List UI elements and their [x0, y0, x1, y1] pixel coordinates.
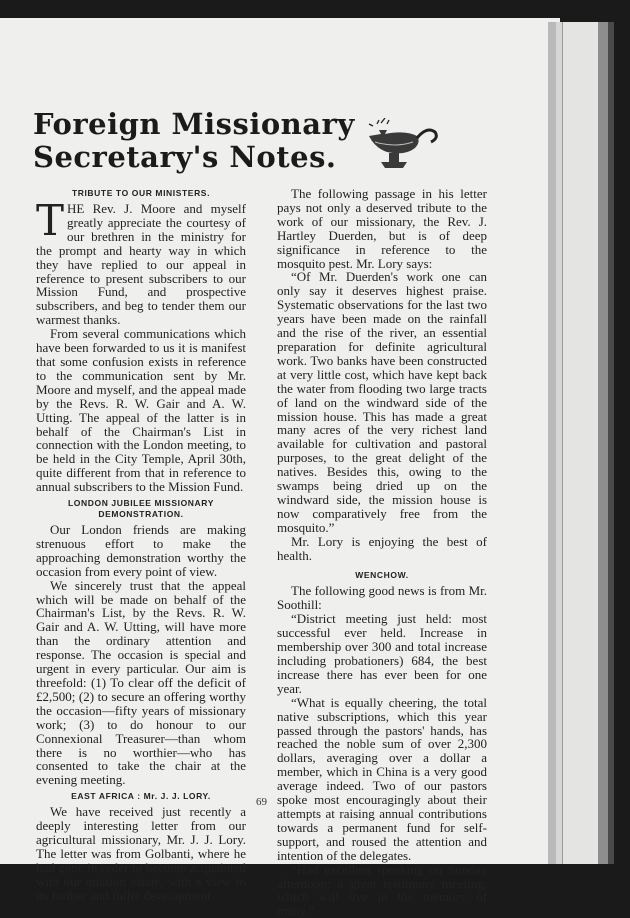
title-line-1: Foreign Missionary — [33, 107, 355, 141]
section-heading-east-africa: EAST AFRICA : Mr. J. J. LORY. — [71, 791, 211, 802]
page-edge — [598, 22, 608, 864]
page-title — [33, 108, 363, 174]
page-edge — [608, 22, 614, 864]
page-edge — [548, 22, 556, 864]
paragraph: From several communications which have been forwarded to us it is manifest that some confusion exists in reference to the communication sent by Mr. Moore and myself, and the appeal made by the Revs. R. W. Gair and A. W. Utting. The appeal of the latter is in behalf of the Chairman's List in connection with the London meeting, to be held in the City Temple, April 30th, quite different from that in reference to annual subscribers to the Mission Fund. — [36, 326, 246, 495]
paragraph: “District meeting just held: most successful ever held. Increase in membership over 300 and total increase including probationers) 684, the best increase there has ever been for one year. — [277, 611, 487, 696]
page-edge — [562, 22, 599, 864]
paragraph: “What is equally cheering, the total native subscriptions, which this year passed through the pastors' hands, has reached the noble sum of over 2,300 dollars, averaging over a dollar a member, which in China is a very good average indeed. Two of our pastors spoke most encouragingly about their attempts at raising annual contributions towards a permanent fund for self-support, and roused the attention and intention of the delegates. — [277, 694, 487, 863]
paragraph: “Had excellent speaking on Sunday afternoon; a great testimony meeting, which will live in the memory of many.” — [277, 861, 487, 918]
oil-lamp-icon — [365, 118, 445, 174]
paragraph: We sincerely trust that the appeal which will be made on behalf of the Chairman's List, by the Revs. R. W. Gair and A. W. Utting, will have more than the ordinary attention and response. The occasion is special and urgent in every particular. Our aim is threefold: (1) To clear off the deficit of £2,500; (2) to secure an offering worthy the occasion—fifty years of missionary work; (3) to do honour to our Connexional Treasurer—than whom there is no worthier—who has consented to take the chair at the evening meeting. — [36, 577, 246, 788]
right-column — [277, 187, 487, 918]
paragraph: THE Rev. J. Moore and myself greatly appreciate the courtesy of our brethren in the ministry for the prompt and hearty way in which they have replied to our appeal in reference to present subscribers to our Mission Fund, and prospective subscribers, and beg to tender them our warmest thanks. — [36, 196, 246, 328]
section-heading-wenchow: WENCHOW. — [355, 570, 409, 581]
page-number: 69 — [256, 796, 267, 808]
title-line-2: Secretary's Notes. — [33, 140, 337, 174]
left-column — [36, 184, 246, 903]
section-heading-london: LONDON JUBILEE MISSIONARY DEMONSTRATION. — [68, 498, 214, 520]
paragraph: “Of Mr. Duerden's work one can only say it deserves highest praise. Systematic observations for the last two years have been made on the rainfall and the rise of the river, an essential preparation for definite agricultural work. Two banks have been constructed at very little cost, which have kept back the water from flooding two large tracts of land on the windward side of the mission house. This has made a great many acres of the very richest land available for cultivation and pastoral purposes, to the great delight of the natives. Besides this, owing to the swamps being dried up on the windward side, the mission house is now comparatively free from the mosquito.” — [277, 269, 487, 535]
paragraph: The following good news is from Mr. Soothill: — [277, 583, 487, 613]
section-heading-tribute: TRIBUTE TO OUR MINISTERS. — [71, 188, 211, 198]
paragraph: Mr. Lory is enjoying the best of health. — [277, 533, 487, 563]
paragraph: The following passage in his letter pays not only a deserved tribute to the work of our missionary, the Rev. J. Hartley Duerden, but is of deep significance in reference to the mosquito pest. Mr. Lory says: — [277, 186, 487, 271]
drop-cap: T — [36, 196, 65, 245]
paragraph: Our London friends are making strenuous effort to make the approaching demonstration worthy the occasion from every point of view. — [36, 522, 246, 579]
paragraph: We have received just recently a deeply interesting letter from our agricultural missionary, Mr. J. J. Lory. The letter was from Golbanti, where he had gone in order to become acquainted with our mission estate, with a view to its further and fuller development. — [36, 804, 246, 903]
